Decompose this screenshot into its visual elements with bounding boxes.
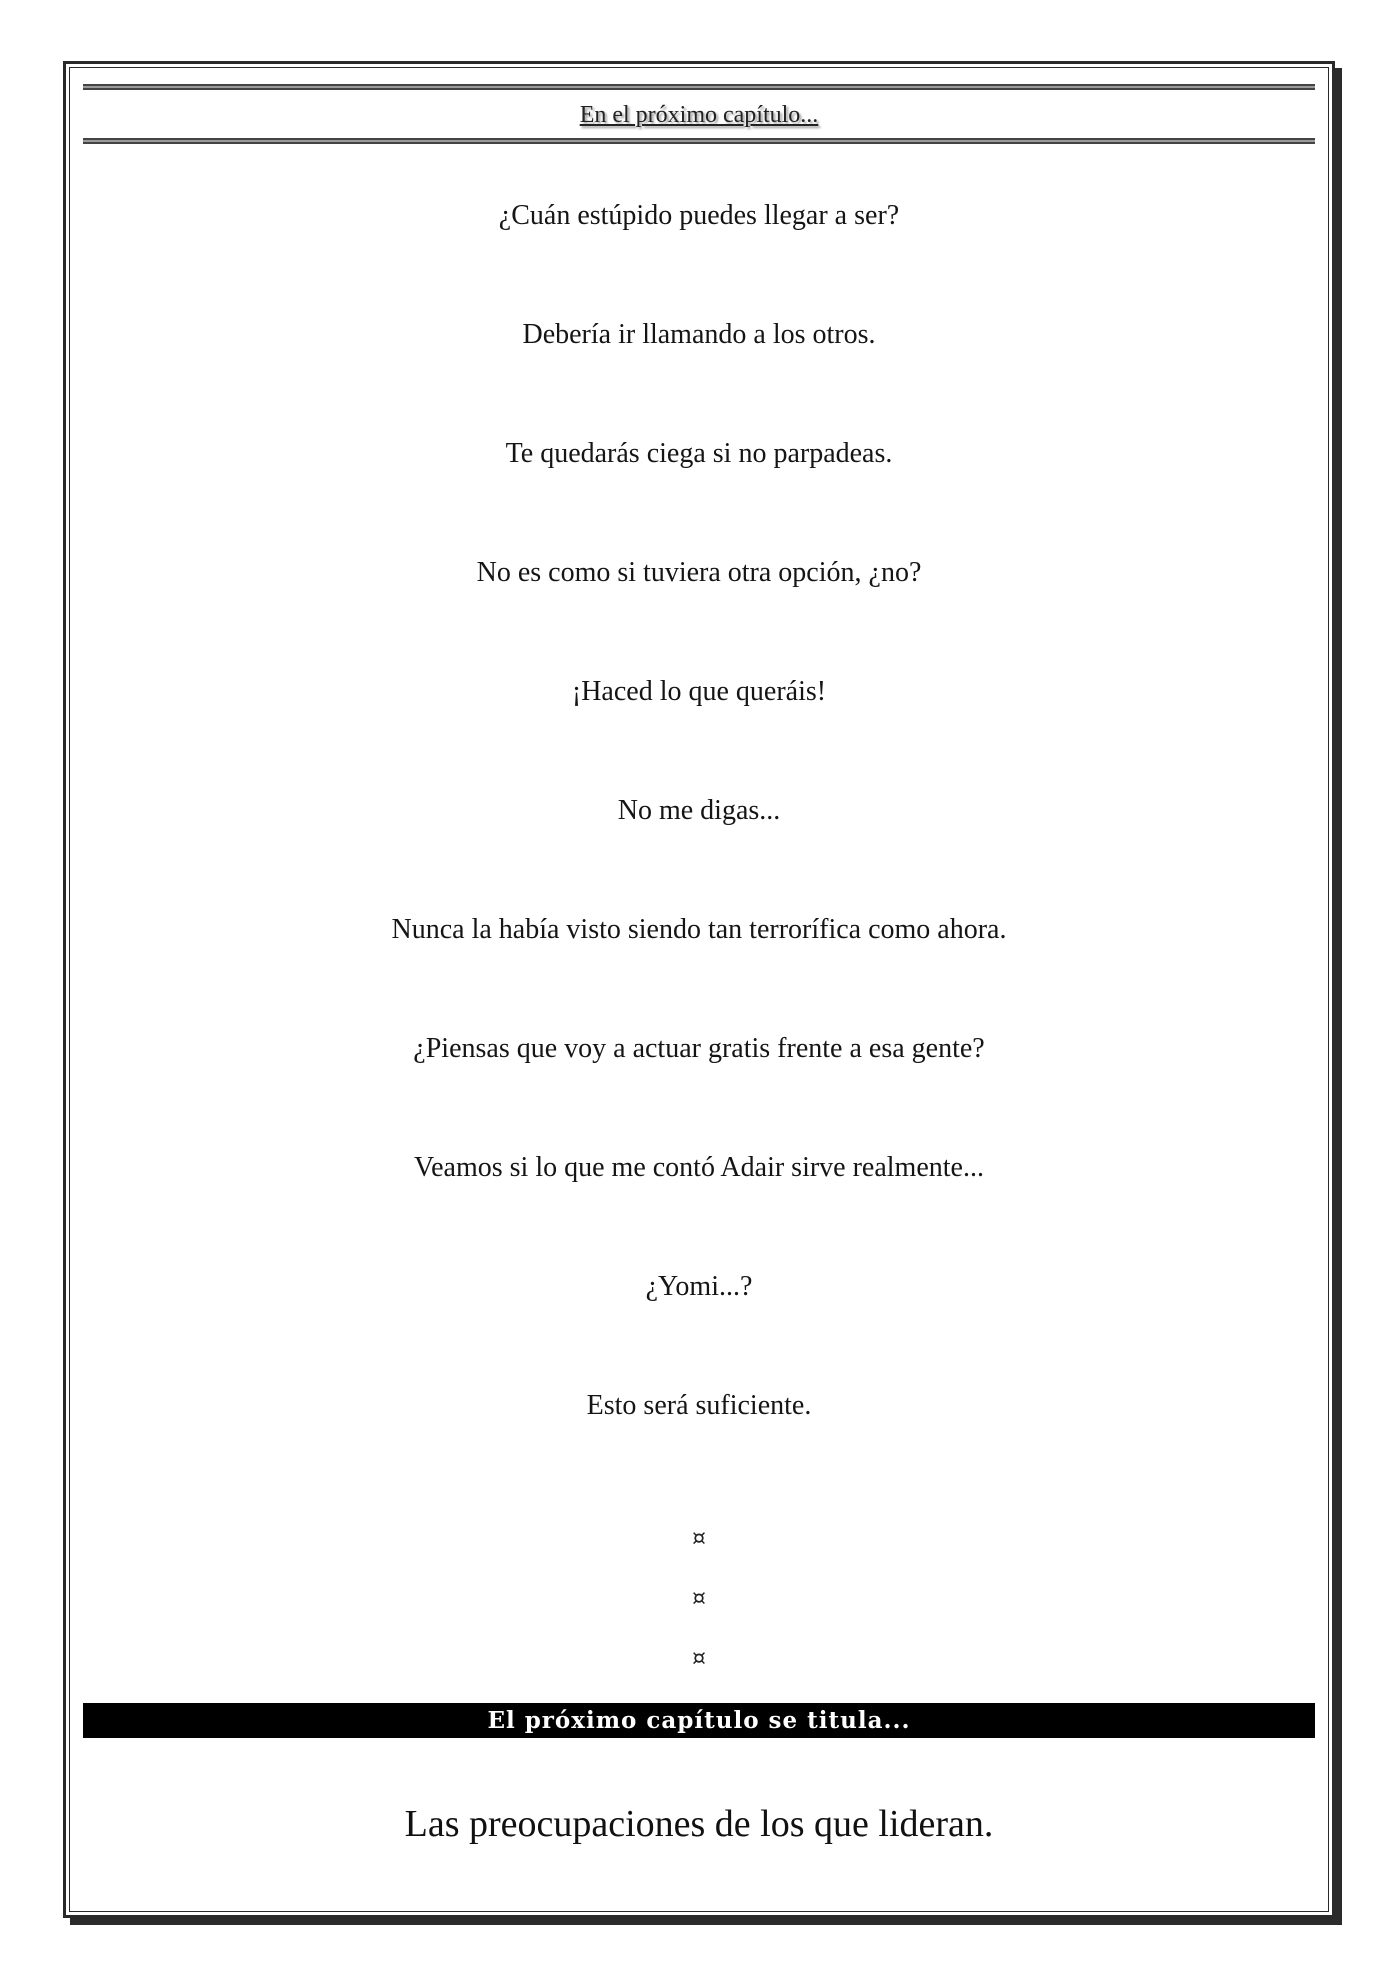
ornament-icon: ¤ bbox=[692, 1586, 706, 1611]
page-frame bbox=[63, 61, 1335, 1918]
header-rule-top bbox=[83, 84, 1315, 90]
preview-line: ¿Cuán estúpido puedes llegar a ser? bbox=[498, 200, 900, 231]
preview-line: Veamos si lo que me contó Adair sirve realmente... bbox=[414, 1152, 984, 1183]
preview-line: No es como si tuviera otra opción, ¿no? bbox=[476, 557, 922, 588]
preview-line: ¿Yomi...? bbox=[645, 1271, 753, 1302]
header-rule-bottom bbox=[83, 138, 1315, 144]
ornament-icon: ¤ bbox=[692, 1526, 706, 1551]
preview-line: Esto será suficiente. bbox=[586, 1390, 812, 1421]
next-chapter-title: Las preocupaciones de los que lideran. bbox=[404, 1803, 994, 1845]
preview-line: Te quedarás ciega si no parpadeas. bbox=[505, 438, 893, 469]
ornament-icon: ¤ bbox=[692, 1646, 706, 1671]
preview-line: ¿Piensas que voy a actuar gratis frente a esa gente? bbox=[413, 1033, 985, 1064]
ornament-separator bbox=[66, 1524, 1332, 1704]
preview-line: ¡Haced lo que queráis! bbox=[571, 676, 827, 707]
preview-line: No me digas... bbox=[617, 795, 781, 826]
next-chapter-label-bar: El próximo capítulo se titula... bbox=[83, 1703, 1315, 1738]
preview-line: Debería ir llamando a los otros. bbox=[522, 319, 876, 350]
preview-lines bbox=[66, 194, 1332, 1503]
preview-line: Nunca la había visto siendo tan terrorífica como ahora. bbox=[391, 914, 1007, 945]
header-band bbox=[83, 84, 1315, 144]
header-title: En el próximo capítulo... bbox=[579, 102, 819, 128]
